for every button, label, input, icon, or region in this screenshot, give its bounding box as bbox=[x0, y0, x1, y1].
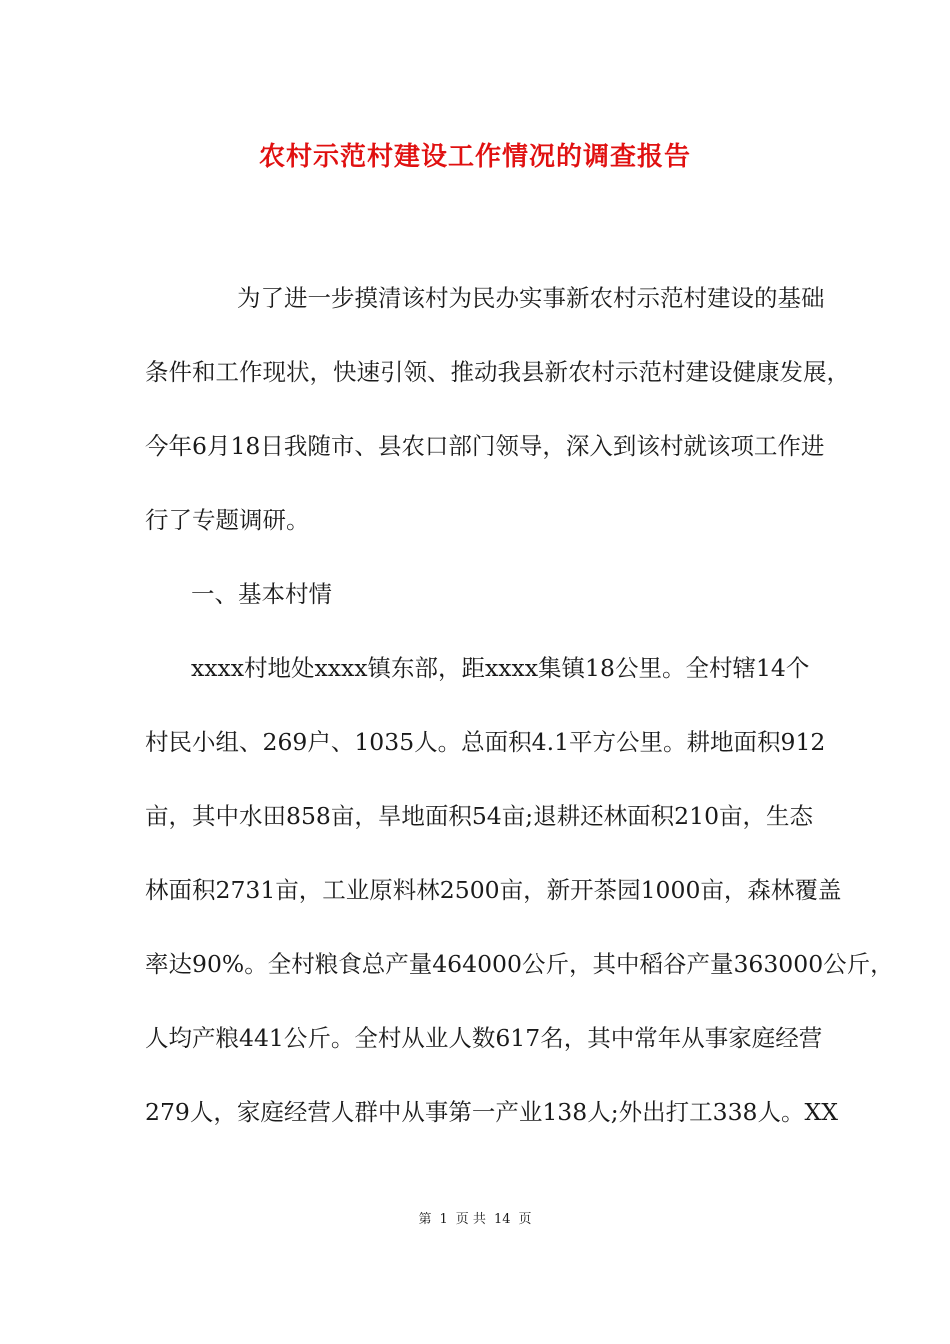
paragraph-line: 为了进一步摸清该村为民办实事新农村示范村建设的基础 bbox=[237, 284, 825, 312]
footer-prefix: 第 bbox=[418, 1212, 432, 1227]
paragraph-line: 人均产粮441公斤。全村从业人数617名，其中常年从事家庭经营 bbox=[145, 1024, 823, 1052]
paragraph-line: 条件和工作现状，快速引领、推动我县新农村示范村建设健康发展， bbox=[145, 358, 850, 386]
footer-middle: 页 共 bbox=[455, 1212, 486, 1227]
page-number: 1 bbox=[439, 1212, 448, 1227]
page-footer bbox=[0, 1208, 950, 1227]
page-total: 14 bbox=[493, 1212, 511, 1227]
section-heading: 一、基本村情 bbox=[191, 580, 332, 608]
paragraph-line: 村民小组、269户、1035人。总面积4.1平方公里。耕地面积912 bbox=[145, 728, 826, 756]
paragraph-line: 今年6月18日我随市、县农口部门领导，深入到该村就该项工作进 bbox=[145, 432, 825, 460]
paragraph-line: 行了专题调研。 bbox=[145, 506, 310, 534]
paragraph-line: 林面积2731亩，工业原料林2500亩，新开茶园1000亩，森林覆盖 bbox=[145, 876, 842, 904]
footer-suffix: 页 bbox=[518, 1212, 532, 1227]
paragraph-line: 亩，其中水田858亩，旱地面积54亩;退耕还林面积210亩，生态 bbox=[145, 802, 814, 830]
paragraph-line: 279人，家庭经营人群中从事第一产业138人;外出打工338人。XX bbox=[145, 1098, 838, 1126]
paragraph-line: 率达90%。全村粮食总产量464000公斤，其中稻谷产量363000公斤， bbox=[145, 950, 894, 978]
paragraph-line: xxxx村地处xxxx镇东部，距xxxx集镇18公里。全村辖14个 bbox=[191, 654, 810, 682]
document-title: 农村示范村建设工作情况的调查报告 bbox=[258, 142, 691, 172]
